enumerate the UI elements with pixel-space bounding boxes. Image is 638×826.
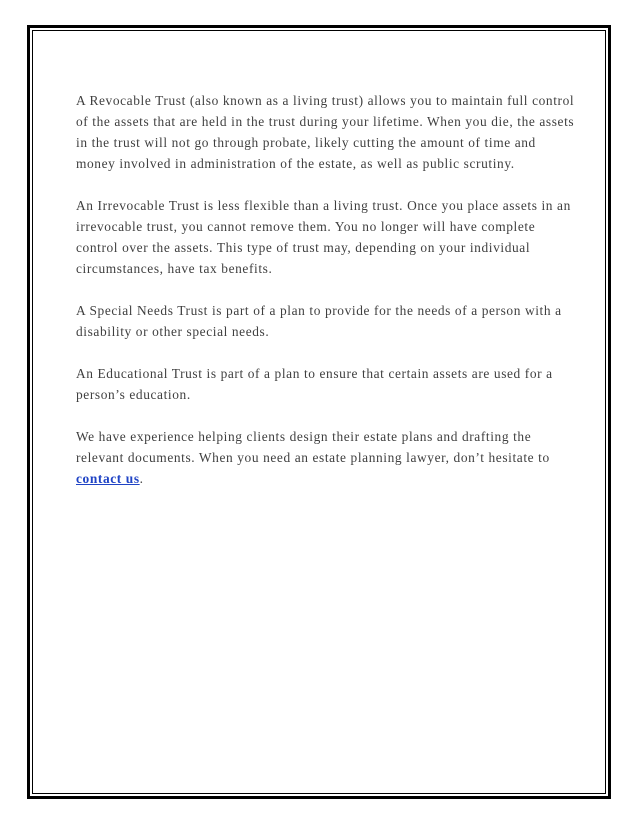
closing-text: We have experience helping clients design their estate plans and drafting the relevant documents. When you need an estate planning lawyer, don’t hesitate to (76, 429, 550, 465)
document-body (76, 90, 576, 510)
paragraph-closing (76, 426, 576, 489)
contact-us-link[interactable]: contact us (76, 471, 140, 486)
paragraph-special-needs-trust: A Special Needs Trust is part of a plan to provide for the needs of a person with a disability or other special needs. (76, 303, 562, 339)
closing-period: . (139, 471, 144, 486)
paragraph-revocable-trust: A Revocable Trust (also known as a living trust) allows you to maintain full control of the assets that are held in the trust during your lifetime. When you die, the assets in the trust will not go through probate, likely cutting the amount of time and money involved in administration of the estate, as well as public scrutiny. (76, 93, 575, 171)
paragraph-irrevocable-trust: An Irrevocable Trust is less flexible than a living trust. Once you place assets in an irrevocable trust, you cannot remove them. You no longer will have complete control over the assets. This type of trust may, depending on your individual circumstances, have tax benefits. (76, 198, 571, 276)
paragraph-educational-trust: An Educational Trust is part of a plan to ensure that certain assets are used for a person’s education. (76, 366, 553, 402)
